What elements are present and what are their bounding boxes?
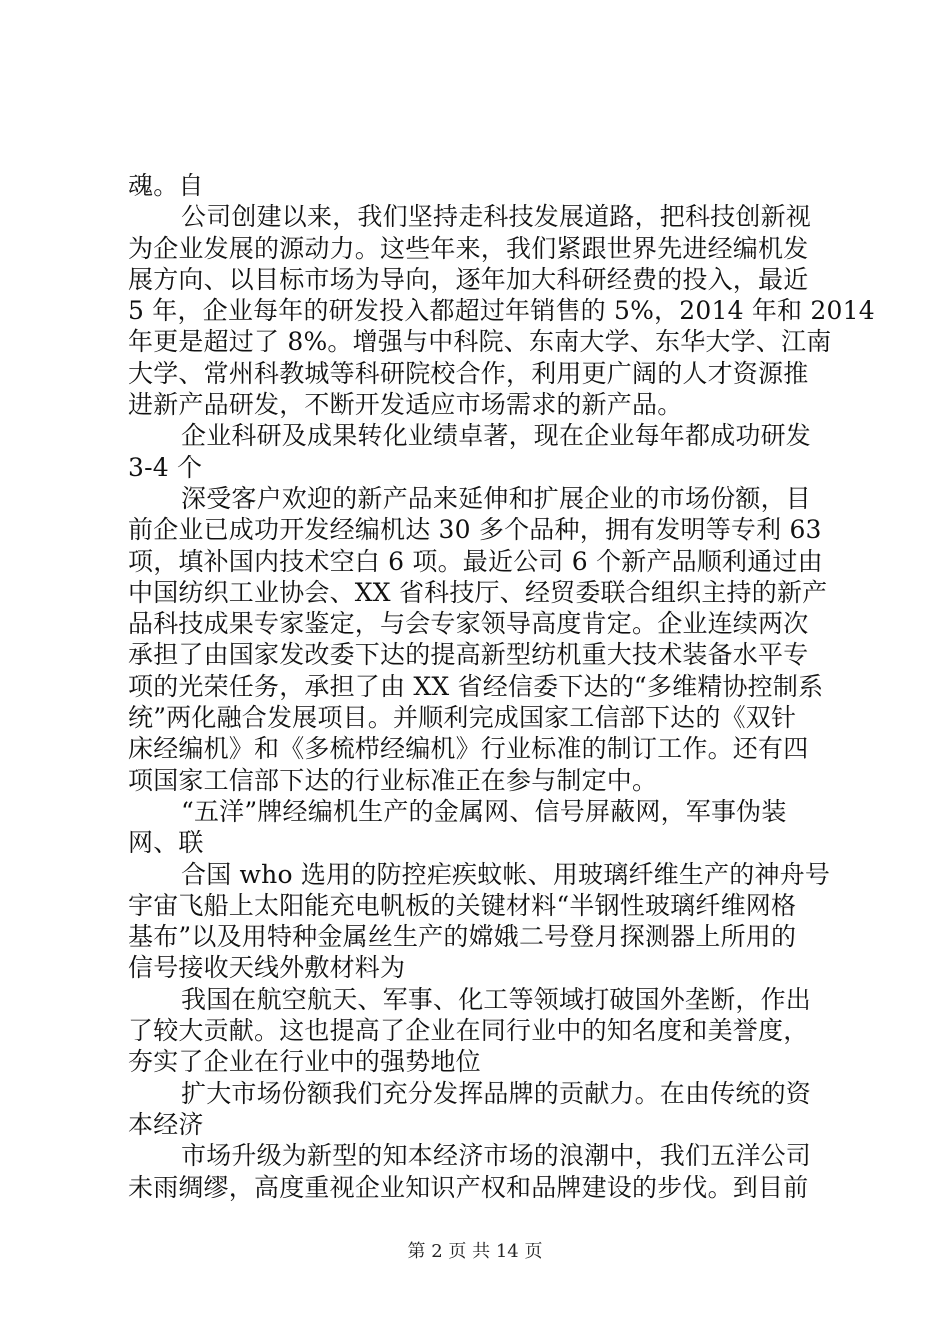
text-line: 未雨绸缪，高度重视企业知识产权和品牌建设的步伐。到目前 [128,1172,809,1202]
text-line: “五洋”牌经编机生产的金属网、信号屏蔽网，军事伪装 [181,796,787,826]
text-line: 公司创建以来，我们坚持走科技发展道路，把科技创新视 [181,202,812,232]
text-line: 项的光荣任务，承担了由 XX 省经信委下达的“多维精协控制系 [128,671,824,701]
page-footer: 第 2 页 共 14 页 [407,1241,543,1262]
text-line: 5 年，企业每年的研发投入都超过年销售的 5%，2014 年和 2014 [128,296,875,326]
document-body [128,170,875,1203]
text-line: 魂。自 [128,171,204,200]
text-line: 网、联 [128,828,204,858]
text-line: 深受客户欢迎的新产品来延伸和扩展企业的市场份额，目 [181,483,812,513]
text-line: 基布”以及用特种金属丝生产的嫦娥二号登月探测器上所用的 [128,922,797,952]
text-line: 3-4 个 [128,452,203,482]
text-line: 品科技成果专家鉴定，与会专家领导高度肯定。企业连续两次 [128,609,809,639]
text-line: 大学、常州科教城等科研院校合作，利用更广阔的人才资源推 [128,358,809,388]
text-line: 年更是超过了 8%。增强与中科院、东南大学、东华大学、江南 [128,327,832,357]
text-line: 进新产品研发，不断开发适应市场需求的新产品。 [128,390,683,420]
text-line: 为企业发展的源动力。这些年来，我们紧跟世界先进经编机发 [128,233,809,263]
text-line: 合国 who 选用的防控疟疾蚊帐、用玻璃纤维生产的神舟号 [181,859,831,889]
text-line: 统”两化融合发展项目。并顺利完成国家工信部下达的《双针 [128,703,797,733]
text-line: 了较大贡献。这也提高了企业在同行业中的知名度和美誉度， [128,1016,809,1046]
text-line: 中国纺织工业协会、XX 省科技厅、经贸委联合组织主持的新产 [128,577,828,607]
text-line: 项，填补国内技术空白 6 项。最近公司 6 个新产品顺利通过由 [128,546,823,576]
text-line: 前企业已成功开发经编机达 30 多个品种，拥有发明等专利 63 [128,515,822,545]
text-line: 宇宙飞船上太阳能充电帆板的关键材料“半钢性玻璃纤维网格 [128,890,797,920]
text-line: 项国家工信部下达的行业标准正在参与制定中。 [128,765,658,795]
text-line: 承担了由国家发改委下达的提高新型纺机重大技术装备水平专 [128,640,809,670]
text-line: 扩大市场份额我们充分发挥品牌的贡献力。在由传统的资 [181,1078,812,1108]
text-line: 我国在航空航天、军事、化工等领域打破国外垄断，作出 [181,984,812,1014]
text-line: 企业科研及成果转化业绩卓著，现在企业每年都成功研发 [181,421,812,451]
text-line: 本经济 [128,1109,204,1139]
text-line: 市场升级为新型的知本经济市场的浪潮中，我们五洋公司 [181,1141,812,1171]
text-line: 床经编机》和《多梳栉经编机》行业标准的制订工作。还有四 [128,734,809,764]
text-line: 夯实了企业在行业中的强势地位 [128,1047,481,1077]
text-line: 展方向、以目标市场为导向，逐年加大科研经费的投入，最近 [128,264,809,294]
text-line: 信号接收天线外敷材料为 [128,953,406,983]
